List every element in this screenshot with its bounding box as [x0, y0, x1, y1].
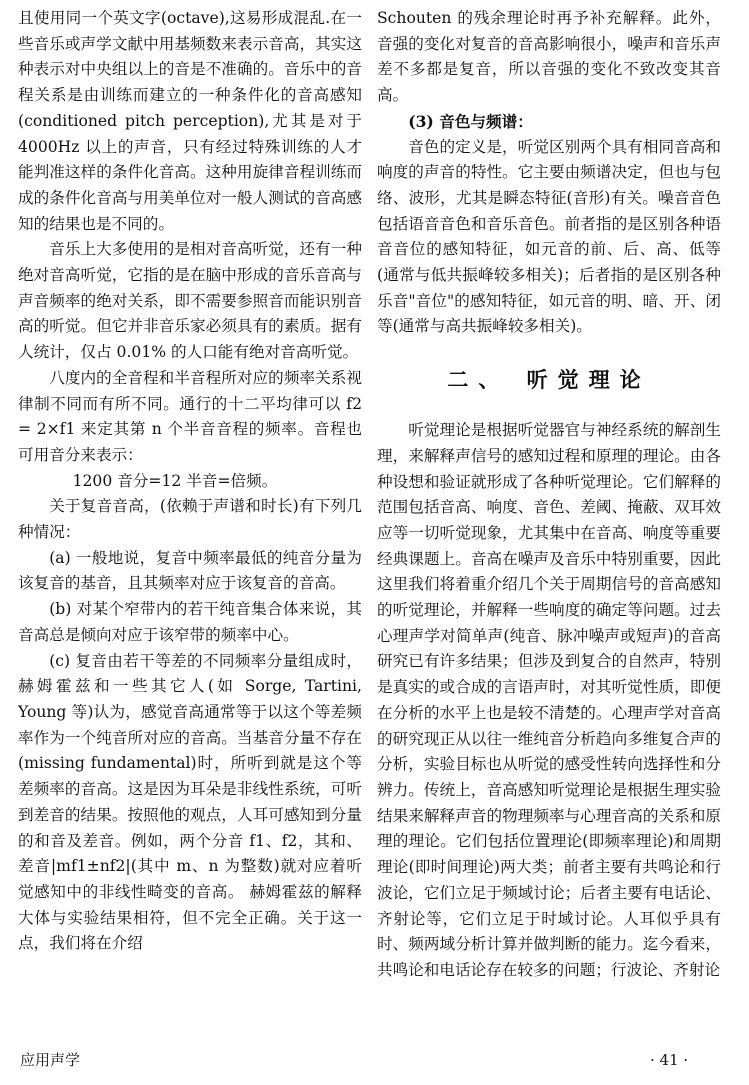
list-item-a: (a) 一般地说，复音中频率最低的纯音分量为该复音的基音，且其频率对应于该复音的音高。: [18, 548, 362, 593]
right-column: [377, 6, 721, 984]
page-number: · 41 ·: [650, 1051, 689, 1069]
subsection-heading-timbre: (3) 音色与频谱：: [408, 111, 533, 131]
list-item-c: (c) 复音由若干等差的不同频率分量组成时，赫姆霍兹和一些其它人(如 Sorge, Tartini, Young 等)认为，感觉音高通常等于以这个等差频率作为一个纯音所对应的音高。当基音分量不存在(missing fundamental)时，所听到就是这个等差频率的音高。这是因为耳朵是非线性系统，可听到差音的结果。按照他的观点，人耳可感知到分量的和音及差音。例如，两个分音 f1、f2，其和、差音|mf1±nf2|(其中 m、n 为整数)就对应着听觉感知中的非线性畸变的音高。 赫姆霍兹的解释大体与实验结果相符，但不完全正确。关于这一点，我们将在介绍: [18, 651, 362, 953]
list-item-b: (b) 对某个窄带内的若干纯音集合体来说，其音高总是倾向对应于该窄带的频率中心。: [18, 600, 362, 644]
paragraph-schouten-continuation: Schouten 的残余理论时再予补充解释。此外，音强的变化对复音的音高影响很小，噪声和音乐声差不多都是复音，所以音强的变化不致改变其音高。: [377, 9, 721, 105]
left-column: [18, 6, 362, 957]
journal-name: 应用声学: [20, 1051, 81, 1069]
paragraph-complex-pitch-intro: 关于复音音高，(依赖于声谱和时长)有下列几种情况：: [18, 497, 362, 542]
paragraph-timbre-definition: 音色的定义是，听觉区别两个具有相同音高和响度的声音的特性。它主要由频谱决定，但也与包络、波形，尤其是瞬态特征(音形)有关。噪音音色包括语音音色和音乐音色。前者指的是区别各种语音音位的感知特征，如元音的前、后、高、低等(通常与低共振峰较多相关)；后者指的是区别各种乐音"音位"的感知特征，如元音的明、暗、开、闭等(通常与高共振峰较多相关)。: [377, 137, 721, 336]
formula-cents: 1200 音分=12 半音=倍频。: [72, 471, 278, 490]
paragraph-octave-intervals: 八度内的全音程和半音程所对应的频率关系视律制不同而有所不同。通行的十二平均律可以 f2 = 2×f1 来定其第 n 个半音音程的频率。音程也可用音分来表示：: [18, 368, 362, 464]
paragraph-hearing-theory: 听觉理论是根据听觉器官与神经系统的解剖生理，来解释声信号的感知过程和原理的理论。由各种设想和验证就形成了各种听觉理论。它们解释的范围包括音高、响度、音色、差阈、掩蔽、双耳效应等一切听觉现象，尤其集中在音高、响度等重要经典课题上。音高在噪声及音乐中特别重要，因此这里我们将着重介绍几个关于周期信号的音高感知的听觉理论，并解释一些响度的确定等问题。过去心理声学对简单声(纯音、脉冲噪声或短声)的音高研究已有许多结果；但涉及到复合的自然声，特别是真实的或合成的言语声时，对其听觉性质，即便在分析的水平上也是较不清楚的。心理声学对音高的研究现正从以往一维纯音分析趋向多维复合声的分析，实验目标也从听觉的感受性转向选择性和分辨力。传统上，音高感知听觉理论是根据生理实验结果来解释声音的物理频率与心理音高的关系和原理的理论。它们包括位置理论(即频率理论)和周期理论(即时间理论)两大类；前者主要有共鸣论和行波论，它们立足于频域讨论；后者主要有电话论、齐射论等，它们立足于时域讨论。人耳似乎具有时、频两域分析计算并做判断的能力。迄今看来，共鸣论和电话论存在较多的问题；行波论、齐射论: [377, 421, 721, 979]
paragraph-absolute-pitch: 音乐上大多使用的是相对音高听觉，还有一种绝对音高听觉，它指的是在脑中形成的音乐音高与声音频率的绝对关系，即不需要参照音而能识别音高的听觉。但它并非音乐家必须具有的素质。据有人统计，仅占 0.01% 的人口能有绝对音高听觉。: [18, 240, 362, 362]
paragraph-pitch-conditioning: 且使用同一个英文字(octave),这易形成混乱.在一些音乐或声学文献中用基频数来表示音高，其实这种表示对中央组以上的音是不准确的。音乐中的音程关系是由训练而建立的一种条件化的音高感知(conditioned pitch perception),尤其是对于 4000Hz 以上的声音，只有经过特殊训练的人才能判准这样的条件化音高。这种用旋律音程训练而成的条件化音高与用美单位对一般人测试的音高感知的结果也是不同的。: [18, 9, 362, 233]
section-title: 二、 听觉理论: [447, 367, 651, 393]
